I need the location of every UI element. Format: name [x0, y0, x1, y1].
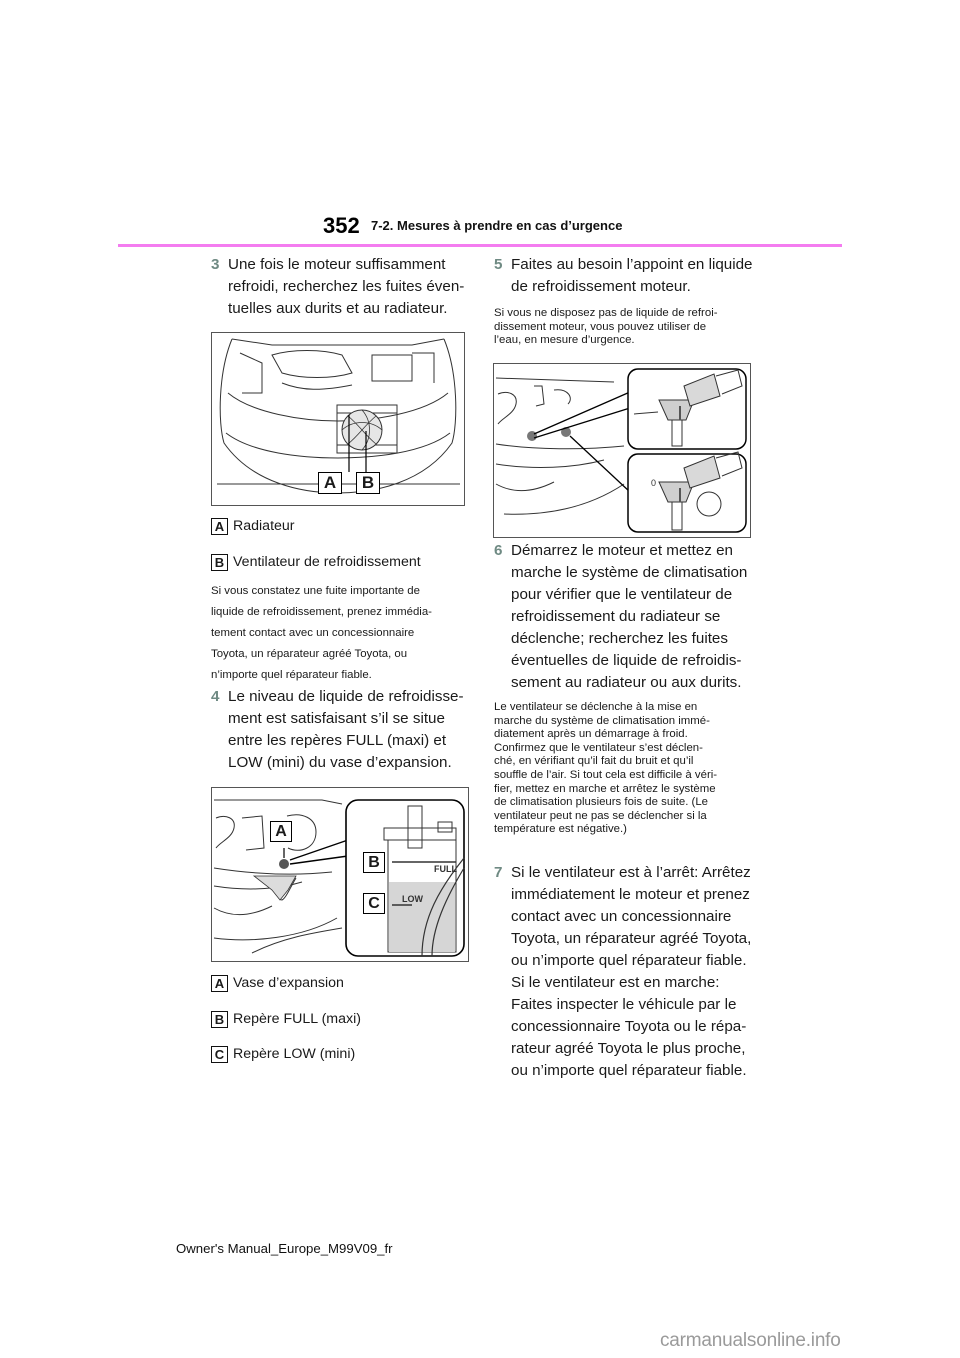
note-line: Si vous ne disposez pas de liquide de refroi-: [494, 307, 718, 319]
step-line: déclenche; recherchez les fuites: [511, 630, 728, 647]
watermark: carmanualsonline.info: [660, 1330, 841, 1351]
note-line: l’eau, en mesure d’urgence.: [494, 334, 635, 347]
step-line: sement au radiateur ou aux durits.: [511, 674, 742, 691]
callout-c: C: [363, 893, 385, 914]
note-line: dissement moteur, vous pouvez utiliser de: [494, 320, 707, 333]
legend-item-b: [211, 1010, 361, 1028]
note-line: fier, mettez en marche et arrêtez le système: [494, 782, 716, 795]
step-6: [494, 540, 764, 694]
legend-key: A: [211, 518, 228, 535]
legend-label: Radiateur: [233, 518, 295, 534]
note-line: température est négative.): [494, 823, 627, 836]
legend-label: Repère FULL (maxi): [233, 1011, 361, 1027]
figure-engine-radiator: [211, 332, 465, 506]
note-line: souffle de l’air. Si tout cela est difficile à véri-: [494, 768, 718, 781]
step-line: Une fois le moteur suffisamment: [228, 256, 446, 273]
header-divider: [118, 244, 842, 247]
step-5: [494, 254, 764, 298]
note-line: ventilateur peut ne pas se déclencher si la: [494, 809, 707, 822]
legend-item-c: [211, 1045, 355, 1063]
legend-key: B: [211, 1011, 228, 1028]
callout-a: A: [318, 472, 342, 494]
note-line: Confirmez que le ventilateur s’est déclen-: [494, 741, 703, 754]
step-line: entre les repères FULL (maxi) et: [228, 732, 447, 749]
step-line: Si le ventilateur est à l’arrêt: Arrêtez: [511, 864, 751, 881]
note-line: Si vous constatez une fuite importante de: [211, 585, 420, 597]
step-number: 5: [494, 256, 503, 273]
step-line: concessionnaire Toyota ou le répa-: [511, 1018, 747, 1035]
step-line: contact avec un concessionnaire: [511, 908, 732, 925]
legend-key: A: [211, 975, 228, 992]
step-line: Faites au besoin l’appoint en liquide: [511, 256, 753, 273]
note-line: Toyota, un réparateur agréé Toyota, ou: [211, 648, 408, 660]
step-line: ou n’importe quel réparateur fiable.: [511, 952, 747, 969]
step-line: refroidi, recherchez les fuites éven-: [228, 278, 465, 295]
footer-manual-id: Owner's Manual_Europe_M99V09_fr: [176, 1241, 393, 1256]
step-line: Démarrez le moteur et mettez en: [511, 542, 733, 559]
page-number: 352: [323, 213, 360, 238]
legend-label: Ventilateur de refroidissement: [233, 554, 421, 570]
step-line: LOW (mini) du vase d’expansion.: [228, 754, 452, 771]
low-mark: LOW: [402, 894, 423, 904]
note-line: Le ventilateur se déclenche à la mise en: [494, 701, 698, 713]
step-line: tuelles aux durits et au radiateur.: [228, 300, 448, 317]
legend-label: Vase d’expansion: [233, 975, 344, 991]
legend-label: Repère LOW (mini): [233, 1046, 356, 1062]
callout-b: B: [356, 472, 380, 494]
note-water-emergency: [494, 307, 764, 348]
refill-illustration: [494, 364, 750, 537]
step-4: [211, 686, 476, 774]
note-line: de climatisation plusieurs fois de suite. (Le: [494, 796, 708, 809]
note-major-leak: [211, 581, 476, 686]
step-number: 4: [211, 688, 220, 705]
full-mark: FULL: [434, 864, 457, 874]
legend-item-a: [211, 517, 295, 535]
callout-b: B: [363, 852, 385, 873]
step-line: Faites inspecter le véhicule par le: [511, 996, 737, 1013]
legend-key: C: [211, 1046, 228, 1063]
inset-label: 0: [651, 478, 657, 488]
expansion-tank-illustration: [212, 788, 468, 961]
note-line: marche du système de climatisation immé-: [494, 714, 710, 727]
step-number: 3: [211, 256, 220, 273]
figure-refill-coolant: [493, 363, 751, 538]
step-3: [211, 254, 476, 320]
step-line: de refroidissement moteur.: [511, 278, 691, 295]
step-7: [494, 862, 764, 1082]
callout-a: A: [270, 821, 292, 842]
note-fan-check: [494, 701, 764, 837]
step-line: refroidissement du radiateur se: [511, 608, 721, 625]
step-line: Si le ventilateur est en marche:: [511, 974, 720, 991]
note-line: diatement après un démarrage à froid.: [494, 728, 688, 741]
step-line: Le niveau de liquide de refroidisse-: [228, 688, 464, 705]
step-line: immédiatement le moteur et prenez: [511, 886, 750, 903]
step-number: 6: [494, 542, 503, 559]
step-line: marche le système de climatisation: [511, 564, 748, 581]
legend-item-b: [211, 553, 421, 571]
step-line: éventuelles de liquide de refroidis-: [511, 652, 742, 669]
step-line: ment est satisfaisant s’il se situe: [228, 710, 445, 727]
step-line: rateur agréé Toyota le plus proche,: [511, 1040, 746, 1057]
legend-key: B: [211, 554, 228, 571]
step-line: pour vérifier que le ventilateur de: [511, 586, 733, 603]
step-line: Toyota, un réparateur agréé Toyota,: [511, 930, 752, 947]
note-line: ché, en vérifiant qu’il fait du bruit et qu’il: [494, 755, 694, 768]
note-line: n’importe quel réparateur fiable.: [211, 669, 372, 681]
step-line: ou n’importe quel réparateur fiable.: [511, 1062, 747, 1079]
legend-item-a: [211, 974, 344, 992]
section-title: 7-2. Mesures à prendre en cas d’urgence: [371, 218, 623, 233]
figure-expansion-tank: [211, 787, 469, 962]
step-number: 7: [494, 864, 503, 881]
note-line: tement contact avec un concessionnaire: [211, 627, 415, 639]
note-line: liquide de refroidissement, prenez immédia-: [211, 606, 432, 618]
